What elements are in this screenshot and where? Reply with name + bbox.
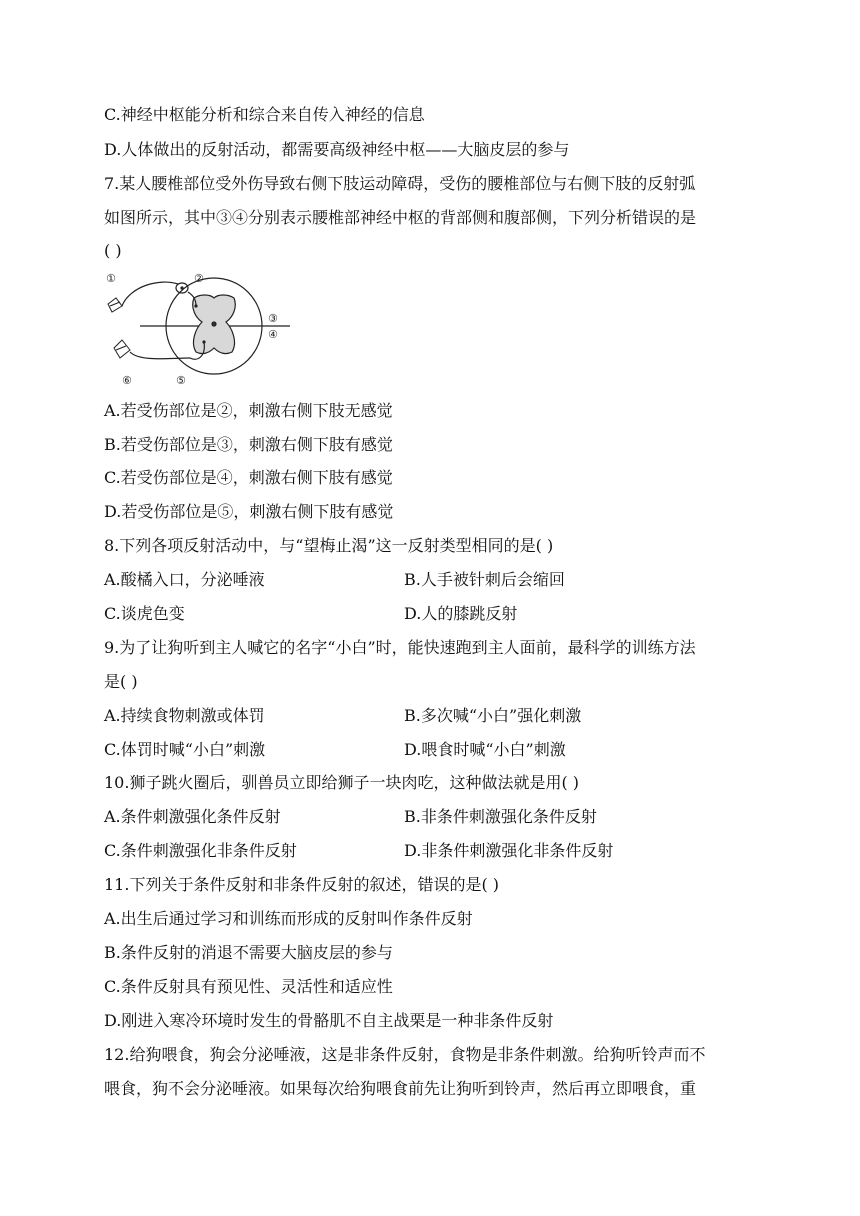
question-9-line2: 是( ) <box>104 672 138 691</box>
question-11-option-b: B.条件反射的消退不需要大脑皮层的参与 <box>104 943 393 962</box>
question-11-option-d: D.刚进入寒冷环境时发生的骨骼肌不自主战栗是一种非条件反射 <box>104 1011 554 1030</box>
question-10-option-d: D.非条件刺激强化非条件反射 <box>404 841 614 860</box>
question-7-option-a: A.若受伤部位是②，刺激右侧下肢无感觉 <box>104 401 393 420</box>
question-10-option-b: B.非条件刺激强化条件反射 <box>404 807 597 826</box>
question-7-option-c: C.若受伤部位是④，刺激右侧下肢有感觉 <box>104 468 393 487</box>
question-7-option-d: D.若受伤部位是⑤，刺激右侧下肢有感觉 <box>104 502 394 521</box>
question-9-option-a: A.持续食物刺激或体罚 <box>104 706 265 725</box>
label-1: ① <box>106 272 116 285</box>
question-7-line2: 如图所示，其中③④分别表示腰椎部神经中枢的背部侧和腹部侧，下列分析错误的是 <box>104 208 697 227</box>
question-9-option-d: D.喂食时喊“小白”刺激 <box>404 740 566 759</box>
question-10-option-c: C.条件刺激强化非条件反射 <box>104 841 297 860</box>
question-7-option-b: B.若受伤部位是③，刺激右侧下肢有感觉 <box>104 435 393 454</box>
label-3: ③ <box>268 312 278 325</box>
question-8-option-c: C.谈虎色变 <box>104 604 185 623</box>
label-6: ⑥ <box>122 374 132 387</box>
question-12-line1: 12.给狗喂食，狗会分泌唾液，这是非条件反射，食物是非条件刺激。给狗听铃声而不 <box>104 1045 706 1064</box>
question-8-option-d: D.人的膝跳反射 <box>404 604 518 623</box>
question-8-option-a: A.酸橘入口，分泌唾液 <box>104 570 265 589</box>
line-d-prev: D.人体做出的反射活动，都需要高级神经中枢——大脑皮层的参与 <box>104 140 570 159</box>
label-2: ② <box>194 272 204 285</box>
label-4: ④ <box>268 328 278 341</box>
question-7-line1: 7.某人腰椎部位受外伤导致右侧下肢运动障碍，受伤的腰椎部位与右侧下肢的反射弧 <box>104 174 696 193</box>
line-c-prev: C.神经中枢能分析和综合来自传入神经的信息 <box>104 105 425 124</box>
question-11-option-c: C.条件反射具有预见性、灵活性和适应性 <box>104 977 393 996</box>
reflex-arc-figure <box>100 266 300 390</box>
question-8-option-b: B.人手被针刺后会缩回 <box>404 570 565 589</box>
question-12-line2: 喂食，狗不会分泌唾液。如果每次给狗喂食前先让狗听到铃声，然后再立即喂食，重 <box>104 1079 697 1098</box>
question-8: 8.下列各项反射活动中，与“望梅止渴”这一反射类型相同的是( ) <box>104 536 554 555</box>
question-9-line1: 9.为了让狗听到主人喊它的名字“小白”时，能快速跑到主人面前，最科学的训练方法 <box>104 638 696 657</box>
question-10-option-a: A.条件刺激强化条件反射 <box>104 807 281 826</box>
question-7-line3: ( ) <box>104 241 122 260</box>
question-9-option-c: C.体罚时喊“小白”刺激 <box>104 740 266 759</box>
question-11-option-a: A.出生后通过学习和训练而形成的反射叫作条件反射 <box>104 909 473 928</box>
question-11: 11.下列关于条件反射和非条件反射的叙述，错误的是( ) <box>104 875 500 894</box>
label-5: ⑤ <box>176 374 186 387</box>
question-9-option-b: B.多次喊“小白”强化刺激 <box>404 706 582 725</box>
question-10: 10.狮子跳火圈后，驯兽员立即给狮子一块肉吃，这种做法就是用( ) <box>104 773 580 792</box>
